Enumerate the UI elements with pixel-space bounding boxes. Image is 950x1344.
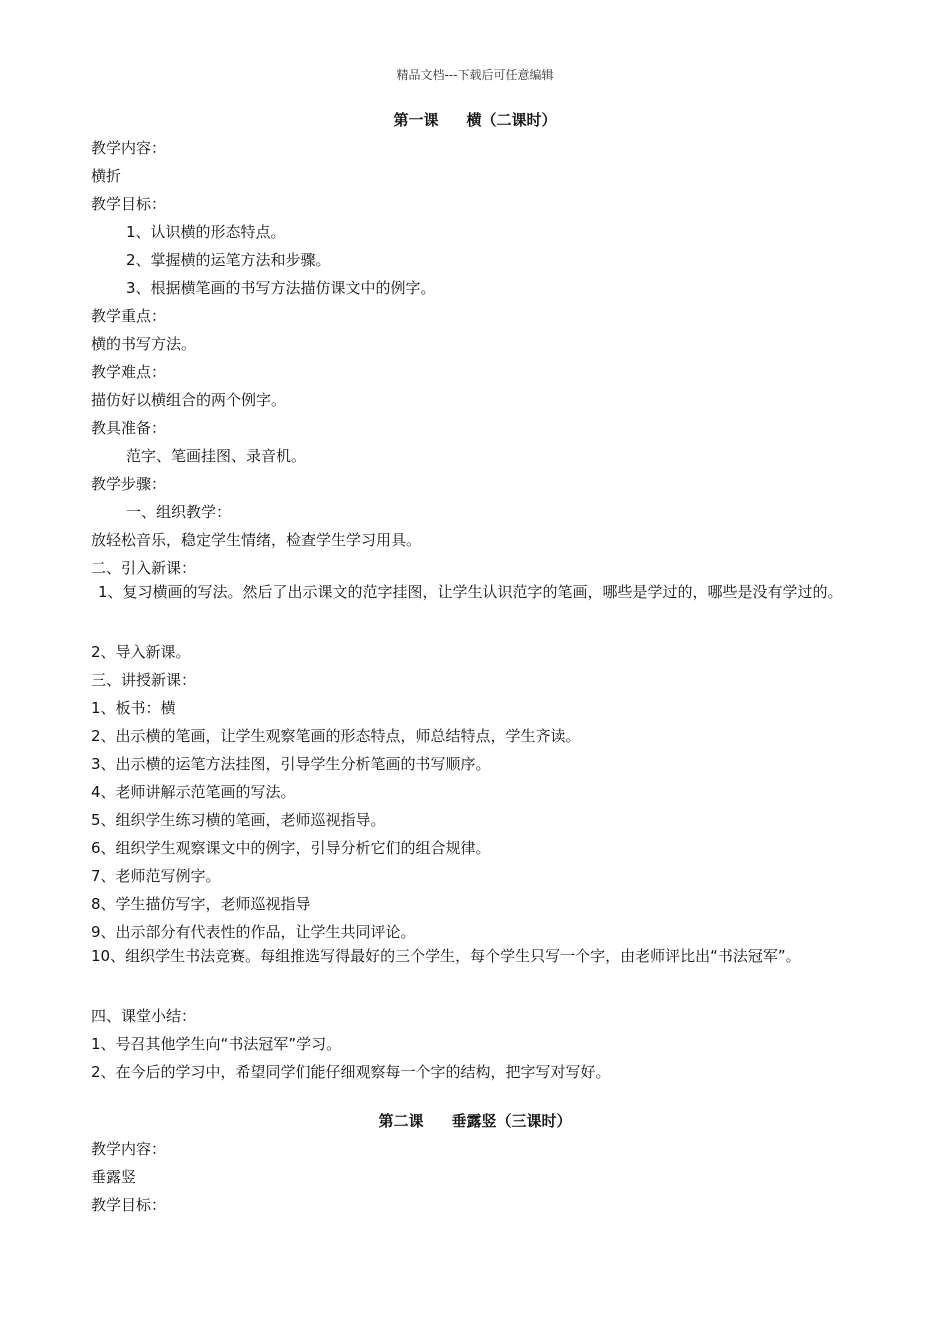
list-item: 2、在今后的学习中，希望同学们能仔细观察每一个字的结构，把字写对写好。 [91,1063,611,1081]
lesson-2-name: 垂露竖（三课时） [451,1112,572,1130]
list-item: 3、出示横的运笔方法挂图，引导学生分析笔画的书写顺序。 [91,755,491,773]
text-paragraph: 10、组织学生书法竞赛。每组推选写得最好的三个学生，每个学生只写一个字，由老师评比出“书法冠军”。 [91,947,801,965]
section-heading: 教学步骤： [91,475,167,493]
list-item: 5、组织学生练习横的笔画，老师巡视指导。 [91,811,386,829]
page-header: 精品文档---下载后可任意编辑 [396,68,554,82]
list-item: 1、认识横的形态特点。 [126,223,286,241]
lesson-1-number: 第一课 [393,111,439,129]
step-heading: 一、组织教学： [126,503,232,521]
lesson-1-title [0,109,950,130]
text-line: 放轻松音乐，稳定学生情绪，检查学生学习用具。 [91,531,422,549]
list-item: 2、导入新课。 [91,643,191,661]
lesson-2-title [0,1110,950,1131]
section-heading: 教学内容： [91,1140,167,1158]
lesson-1-name: 横（二课时） [466,111,557,129]
section-heading: 教学目标： [91,1196,167,1214]
text-line: 横折 [91,167,122,185]
list-item: 1、号召其他学生向“书法冠军”学习。 [91,1035,342,1053]
list-item: 2、出示横的笔画，让学生观察笔画的形态特点，师总结特点，学生齐读。 [91,727,581,745]
section-heading: 教学难点： [91,363,167,381]
step-heading: 二、引入新课： [91,559,197,577]
text-paragraph: 1、复习横画的写法。然后了出示课文的范字挂图，让学生认识范字的笔画，哪些是学过的，哪些是没有学过的。 [98,583,843,601]
list-item: 6、组织学生观察课文中的例字，引导分析它们的组合规律。 [91,839,491,857]
text-line: 范字、笔画挂图、录音机。 [126,447,307,465]
list-item: 1、板书：横 [91,699,176,717]
step-heading: 四、课堂小结： [91,1007,197,1025]
text-line: 描仿好以横组合的两个例字。 [91,391,287,409]
list-item: 3、根据横笔画的书写方法描仿课文中的例字。 [126,279,436,297]
section-heading: 教学目标： [91,195,167,213]
list-item: 9、出示部分有代表性的作品，让学生共同评论。 [91,923,416,941]
list-item: 8、学生描仿写字，老师巡视指导 [91,895,311,913]
step-heading: 三、讲授新课： [91,671,197,689]
text-line: 垂露竖 [91,1168,137,1186]
list-item: 7、老师范写例字。 [91,867,221,885]
list-item: 4、老师讲解示范笔画的写法。 [91,783,296,801]
section-heading: 教学重点： [91,307,167,325]
lesson-2-number: 第二课 [378,1112,424,1130]
section-heading: 教具准备： [91,419,167,437]
text-line: 横的书写方法。 [91,335,197,353]
list-item: 2、掌握横的运笔方法和步骤。 [126,251,331,269]
section-heading: 教学内容： [91,139,167,157]
